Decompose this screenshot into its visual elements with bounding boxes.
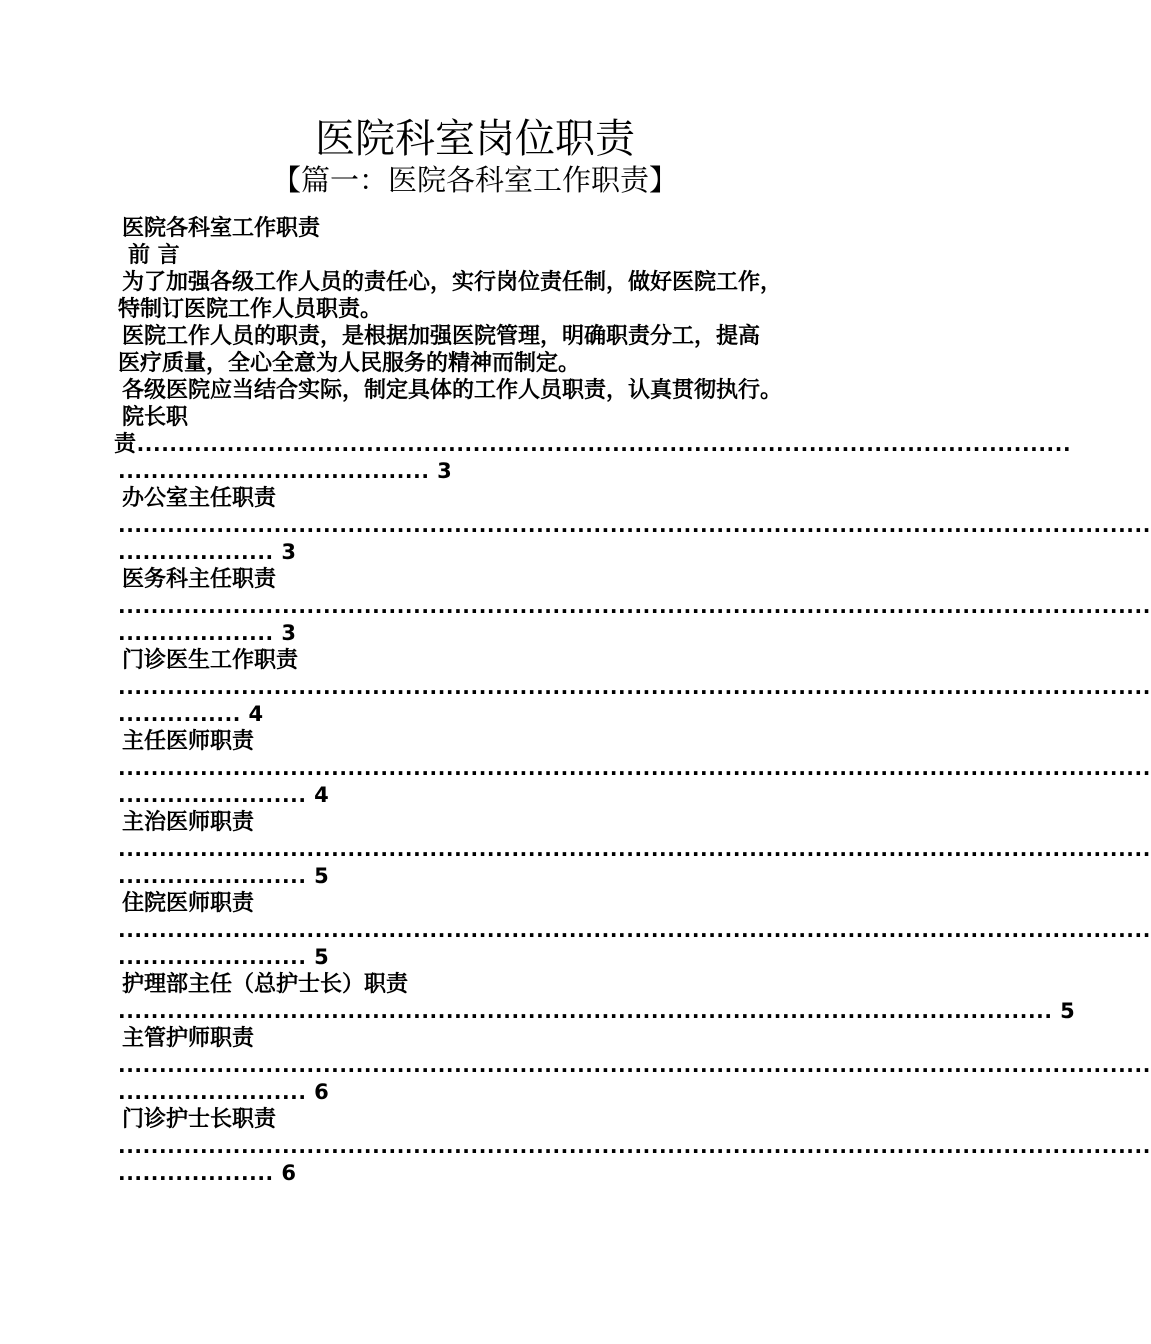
toc-leader: .......................	[118, 864, 307, 888]
toc-page-number: 4	[248, 702, 264, 726]
toc-leader: ...................	[118, 621, 274, 645]
toc-page-number: 3	[281, 621, 297, 645]
toc-dots-tail	[118, 1079, 832, 1106]
document-body	[114, 215, 1151, 1187]
paragraph-line: 为了加强各级工作人员的责任心，实行岗位责任制，做好医院工作，	[122, 270, 783, 295]
toc-label: 主治医师职责	[122, 810, 255, 835]
toc-dots-line	[114, 431, 1072, 458]
toc-leader: ..............................................................................................................................	[118, 756, 1151, 780]
toc-dots-tail	[118, 863, 832, 890]
toc-dots-tail	[118, 701, 832, 728]
toc-dots-tail	[118, 782, 832, 809]
toc-page-number: 3	[437, 459, 453, 483]
toc-leader: ..............................................................................................................................	[118, 675, 1151, 699]
toc-label: 院长职	[122, 405, 189, 430]
toc-page-number: 5	[314, 864, 330, 888]
section-heading: 医院各科室工作职责	[122, 216, 321, 241]
document-subtitle: 【篇一：医院各科室工作职责】	[271, 163, 678, 197]
toc-label: 门诊医生工作职责	[122, 648, 299, 673]
paragraph-line: 医院工作人员的职责，是根据加强医院管理，明确职责分工，提高	[122, 324, 761, 349]
paragraph-line: 各级医院应当结合实际，制定具体的工作人员职责，认真贯彻执行。	[122, 378, 783, 403]
toc-label: 责	[114, 432, 137, 457]
toc-label: 门诊护士长职责	[122, 1107, 277, 1132]
toc-list	[118, 1025, 1151, 1187]
toc-dots-tail	[118, 620, 832, 647]
toc-leader: ..................................................................................................................	[136, 432, 1072, 456]
toc-list	[118, 485, 1151, 971]
toc-leader: ..............................................................................................................................	[118, 1134, 1151, 1158]
toc-page-number: 4	[314, 783, 330, 807]
toc-dots-tail	[118, 539, 832, 566]
document-title: 医院科室岗位职责	[315, 116, 635, 162]
toc-leader: ...................	[118, 540, 274, 564]
toc-leader: .......................	[118, 783, 307, 807]
toc-label: 住院医师职责	[122, 891, 255, 916]
toc-leader: ......................................	[118, 459, 430, 483]
toc-leader: ..............................................................................................................................	[118, 513, 1151, 537]
toc-label: 医务科主任职责	[122, 567, 277, 592]
toc-page-number: 6	[314, 1080, 330, 1104]
toc-leader: ...................	[118, 1161, 274, 1185]
toc-dots-tail	[118, 458, 832, 485]
toc-leader: ..............................................................................................................................	[118, 918, 1151, 942]
toc-dots-line	[118, 998, 1076, 1025]
toc-dots-tail	[118, 1160, 832, 1187]
toc-page-number: 3	[281, 540, 297, 564]
toc-page-number: 5	[1060, 999, 1076, 1023]
toc-leader: ..............................................................................................................................	[118, 594, 1151, 618]
toc-label: 办公室主任职责	[122, 486, 277, 511]
paragraph-line: 特制订医院工作人员职责。	[118, 297, 383, 322]
toc-label: 主任医师职责	[122, 729, 255, 754]
toc-leader: ..............................................................................................................................	[118, 837, 1151, 861]
preface-label: 前 言	[128, 243, 180, 268]
toc-label: 主管护师职责	[122, 1026, 255, 1051]
toc-leader: ...............	[118, 702, 241, 726]
toc-leader: .......................	[118, 945, 307, 969]
toc-page-number: 5	[314, 945, 330, 969]
toc-dots-tail	[118, 944, 832, 971]
toc-label: 护理部主任（总护士长）职责	[122, 972, 409, 997]
toc-leader: ..............................................................................................................................	[118, 1053, 1151, 1077]
paragraph-line: 医疗质量，全心全意为人民服务的精神而制定。	[118, 351, 581, 376]
toc-leader: ..................................................................................................................	[118, 999, 1053, 1023]
toc-leader: .......................	[118, 1080, 307, 1104]
toc-page-number: 6	[281, 1161, 297, 1185]
